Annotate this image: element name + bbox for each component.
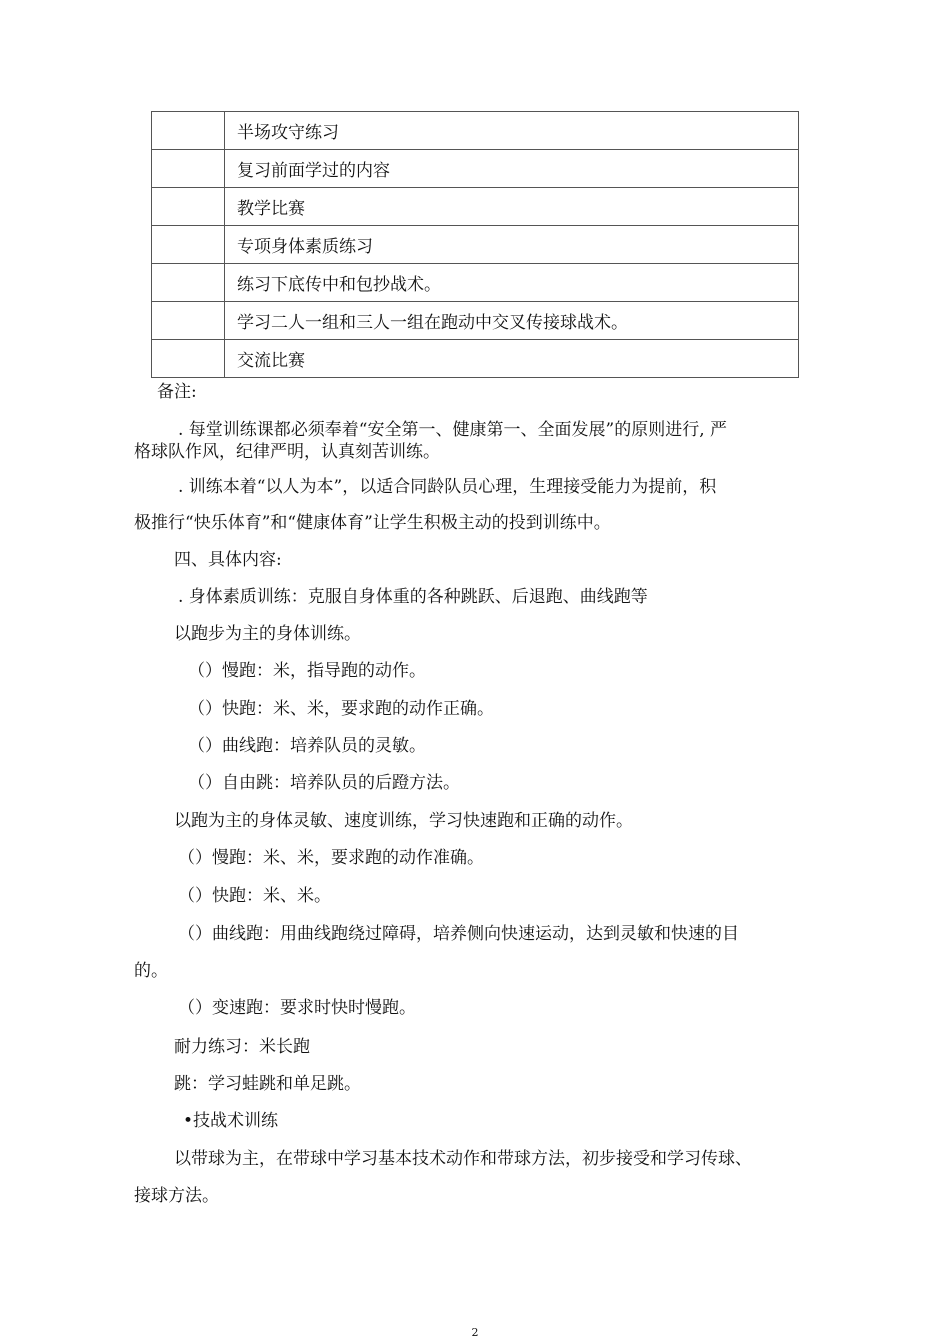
page-number: 2 — [471, 1326, 479, 1339]
content-line: 接球方法。 — [134, 1186, 219, 1206]
table-cell-content: 教学比赛 — [225, 188, 799, 226]
table-cell-empty — [152, 150, 225, 188]
table-cell-empty — [152, 340, 225, 378]
table-cell-empty — [152, 112, 225, 150]
content-line: （）快跑：米、米。 — [178, 886, 331, 906]
table-cell-empty — [152, 302, 225, 340]
notes-label: 备注: — [157, 382, 197, 402]
table-cell-empty — [152, 188, 225, 226]
note-paragraph-2-line-2: 极推行“快乐体育”和“健康体育”让学生积极主动的投到训练中。 — [134, 513, 611, 533]
content-line: •技战术训练 — [183, 1111, 279, 1131]
content-line: 耐力练习：米长跑 — [174, 1037, 310, 1057]
content-line: 以跑步为主的身体训练。 — [174, 624, 361, 644]
content-line: . 身体素质训练：克服自身体重的各种跳跃、后退跑、曲线跑等 — [178, 587, 648, 607]
table-row — [152, 112, 799, 150]
table-row — [152, 264, 799, 302]
content-line: （）慢跑：米，指导跑的动作。 — [188, 661, 426, 681]
training-plan-table — [151, 111, 799, 378]
table-cell-content: 专项身体素质练习 — [225, 226, 799, 264]
section-heading: 四、具体内容: — [174, 550, 282, 570]
table-cell-empty — [152, 226, 225, 264]
note-paragraph-1-line-1: . 每堂训练课都必须奉着“安全第一、健康第一、全面发展”的原则进行, 严 — [178, 420, 727, 440]
note-paragraph-1-line-2: 格球队作风，纪律严明，认真刻苦训练。 — [134, 442, 440, 462]
table-row — [152, 188, 799, 226]
table-cell-empty — [152, 264, 225, 302]
content-line: 跳：学习蛙跳和单足跳。 — [174, 1074, 361, 1094]
table-cell-content: 复习前面学过的内容 — [225, 150, 799, 188]
content-line: （）变速跑：要求时快时慢跑。 — [178, 998, 416, 1018]
content-line: （）快跑：米、米，要求跑的动作正确。 — [188, 699, 494, 719]
content-line: （）自由跳：培养队员的后蹬方法。 — [188, 773, 460, 793]
content-line: 的。 — [134, 961, 168, 981]
table-cell-content: 学习二人一组和三人一组在跑动中交叉传接球战术。 — [225, 302, 799, 340]
note-paragraph-2-line-1: . 训练本着“以人为本”，以适合同龄队员心理，生理接受能力为提前，积 — [178, 477, 717, 497]
content-line: 以带球为主，在带球中学习基本技术动作和带球方法，初步接受和学习传球、 — [174, 1149, 752, 1169]
table-row — [152, 150, 799, 188]
content-line: （）曲线跑：培养队员的灵敏。 — [188, 736, 426, 756]
table-row — [152, 340, 799, 378]
content-line: （）曲线跑：用曲线跑绕过障碍，培养侧向快速运动，达到灵敏和快速的目 — [178, 924, 739, 944]
table-cell-content: 交流比赛 — [225, 340, 799, 378]
table-row — [152, 226, 799, 264]
content-line: 以跑为主的身体灵敏、速度训练，学习快速跑和正确的动作。 — [174, 811, 633, 831]
content-line: （）慢跑：米、米，要求跑的动作准确。 — [178, 848, 484, 868]
table-cell-content: 半场攻守练习 — [225, 112, 799, 150]
table-cell-content: 练习下底传中和包抄战术。 — [225, 264, 799, 302]
table-row — [152, 302, 799, 340]
